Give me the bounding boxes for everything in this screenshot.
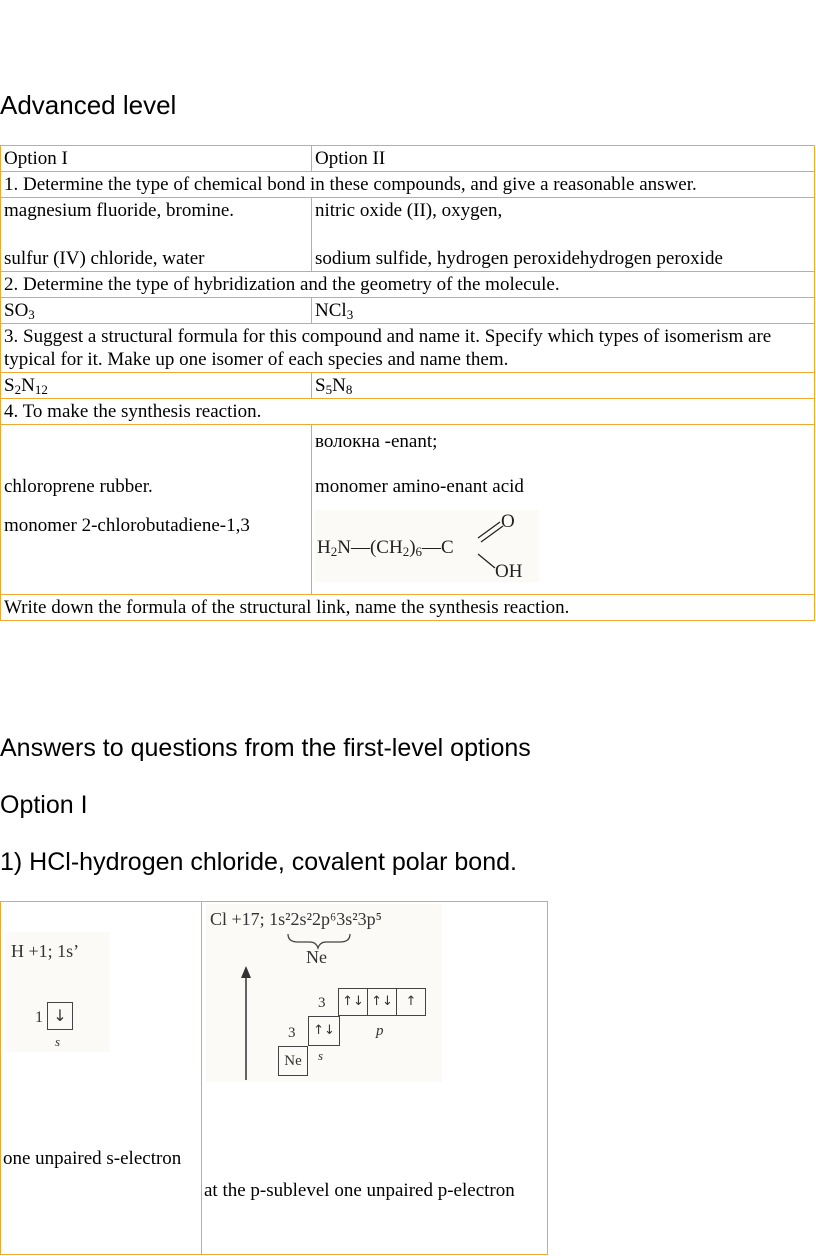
q1-option-1-cell <box>1 198 312 272</box>
formula-s5n8: $S_5N_8$ <box>315 375 353 397</box>
question-4-options-row <box>1 425 815 595</box>
q4-option-1-line-1: chloroprene rubber. <box>4 476 153 497</box>
chlorine-cell <box>202 902 548 1255</box>
formula-main-chain: $H_2N—(CH_2)_6—C$ <box>317 537 454 559</box>
chlorine-ne-box: Ne <box>278 1046 308 1076</box>
q1-option-2-line-2: sodium sulfide, hydrogen peroxidehydrogen peroxide <box>315 248 723 269</box>
hydrogen-level: 1 <box>35 1009 43 1026</box>
chlorine-orbital-diagram <box>206 904 442 1082</box>
q4-option-1-cell <box>1 425 312 595</box>
question-3-text: 3. Suggest a structural formula for this compound and name it. Specify which types of isomerism are typical for it. Make up one isomer of each species and name them. <box>1 324 815 373</box>
header-option-1: Option I <box>1 146 312 172</box>
hydrogen-s-box: ↓ <box>47 1002 73 1030</box>
q2-option-2-cell <box>312 298 815 324</box>
formula-ncl3: NCl$_3$ <box>315 300 354 322</box>
q4-option-2-cell <box>312 425 815 595</box>
question-4-row <box>1 399 815 425</box>
formula-so3: $SO_3$ <box>4 300 35 322</box>
hydrogen-config: H +1; 1s’ <box>11 941 80 961</box>
q3-option-2-cell <box>312 373 815 399</box>
orbital-diagrams-table <box>0 901 548 1255</box>
chlorine-3p-box-3: ↑ <box>397 988 426 1016</box>
q1-option-2-cell <box>312 198 815 272</box>
question-2-text: 2. Determine the type of hybridization and the geometry of the molecule. <box>1 272 815 298</box>
question-1-options-row <box>1 198 815 272</box>
chlorine-3p-level: 3 <box>318 995 326 1011</box>
chlorine-s-label: s <box>318 1048 324 1063</box>
q2-option-1-cell <box>1 298 312 324</box>
formula-s2n12: $S_2N_{12}$ <box>4 375 48 397</box>
hydrogen-cell <box>1 902 202 1255</box>
chlorine-3s-box: ↑↓ <box>308 1016 340 1046</box>
question-2-options-row <box>1 298 815 324</box>
question-4-text: 4. To make the synthesis reaction. <box>1 399 815 425</box>
question-5-row <box>1 595 815 621</box>
question-1-row <box>1 172 815 198</box>
answer-1-heading: 1) HCl-hydrogen chloride, covalent polar bond. <box>0 848 517 876</box>
chlorine-p-label: p <box>376 1023 384 1039</box>
chlorine-ne-core-label: Ne <box>306 947 327 967</box>
table-header-row <box>1 146 815 172</box>
q3-option-1-cell <box>1 373 312 399</box>
chlorine-3s-level: 3 <box>288 1025 296 1041</box>
question-1-text: 1. Determine the type of chemical bond in these compounds, and give a reasonable answer. <box>1 172 815 198</box>
amino-enant-acid-formula <box>315 510 539 582</box>
q4-option-2-line-2: monomer amino-enant acid <box>315 476 524 497</box>
chlorine-caption: at the p-sublevel one unpaired p-electron <box>204 1180 515 1201</box>
question-2-row <box>1 272 815 298</box>
hydrogen-caption: one unpaired s-electron <box>3 1148 182 1169</box>
q1-option-2-line-1: nitric oxide (II), oxygen, <box>315 200 503 221</box>
header-option-2: Option II <box>312 146 815 172</box>
question-3-row <box>1 324 815 373</box>
hydrogen-orbital-diagram <box>5 932 109 1052</box>
chlorine-3p-box-1: ↑↓ <box>338 988 368 1016</box>
chlorine-config: Cl +17; 1s²2s²2p⁶3s²3p⁵ <box>210 909 382 929</box>
q1-option-1-line-1: magnesium fluoride, bromine. <box>4 200 235 221</box>
q4-option-2-line-1: волокна -enant; <box>315 431 438 452</box>
q4-option-1-line-2: monomer 2-chlorobutadiene-1,3 <box>4 515 250 536</box>
advanced-level-heading: Advanced level <box>0 90 177 120</box>
question-3-options-row <box>1 373 815 399</box>
option-1-heading: Option I <box>0 791 88 819</box>
formula-carbonyl-oxygen: O <box>501 511 515 532</box>
chlorine-3p-box-2: ↑↓ <box>368 988 397 1016</box>
q1-option-1-line-2: sulfur (IV) chloride, water <box>4 248 205 269</box>
advanced-options-table <box>0 145 815 621</box>
answers-heading: Answers to questions from the first-level options <box>0 734 531 762</box>
chlorine-3p-boxes <box>338 988 426 1016</box>
question-5-text: Write down the formula of the structural link, name the synthesis reaction. <box>1 595 815 621</box>
formula-hydroxyl: OH <box>495 561 523 582</box>
hydrogen-s-label: s <box>55 1034 61 1049</box>
